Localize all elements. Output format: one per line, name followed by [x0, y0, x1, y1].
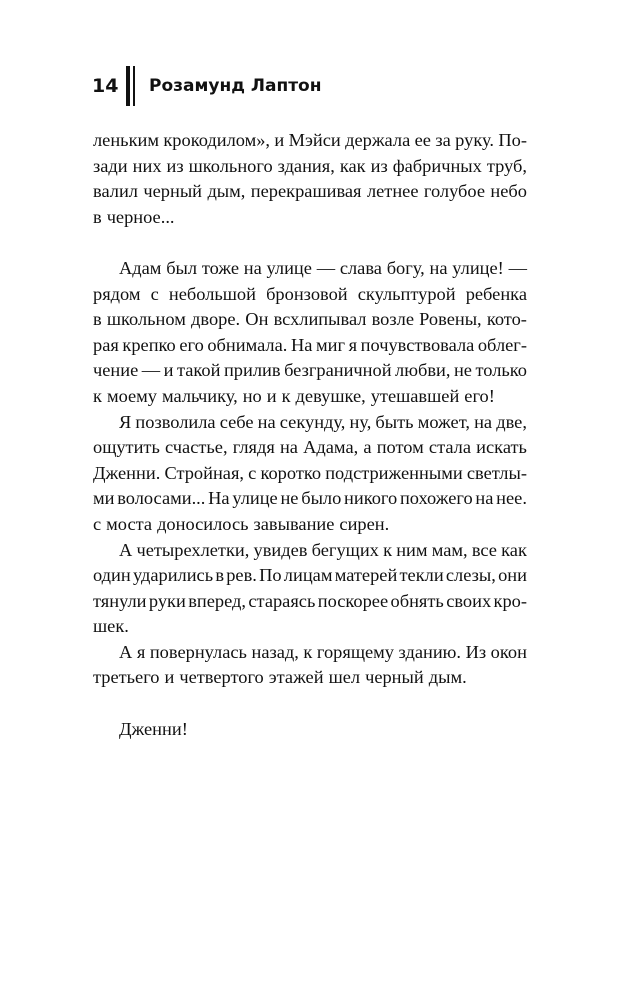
word: волосами...	[117, 488, 206, 509]
word: искать	[476, 437, 527, 458]
word: такой	[177, 360, 221, 381]
word: никого	[344, 488, 398, 509]
word: я	[348, 334, 358, 355]
word: и	[274, 130, 285, 150]
word: На	[290, 334, 313, 355]
word: рядом	[93, 283, 141, 304]
word: возле	[371, 309, 414, 330]
word: труб,	[486, 155, 527, 176]
word: черный	[365, 667, 424, 688]
word: утешавшей	[370, 385, 460, 406]
word: кро-	[493, 590, 527, 611]
text-line	[93, 282, 527, 308]
word: ну,	[349, 411, 372, 432]
word: зданию.	[398, 641, 462, 662]
word: ребенка	[465, 283, 527, 304]
word: А	[119, 539, 133, 560]
text-line	[93, 563, 527, 589]
page-header	[92, 66, 321, 106]
word: окон	[490, 641, 527, 662]
word: на	[475, 488, 494, 509]
text-line	[93, 154, 527, 180]
word: школьного	[188, 155, 273, 176]
word: голубое	[423, 181, 485, 202]
word: богу,	[386, 257, 425, 278]
word: школьном	[106, 309, 186, 330]
word: только	[475, 360, 527, 381]
page-number: 14	[92, 75, 119, 97]
word: моему	[106, 385, 157, 406]
word: повернулась	[149, 641, 247, 662]
word: на	[257, 411, 276, 432]
word: любви,	[395, 360, 451, 381]
word: своих	[446, 590, 492, 611]
word: кото-	[486, 309, 527, 330]
word: улице!	[452, 257, 504, 278]
word: небо	[490, 181, 527, 202]
header-divider	[126, 66, 135, 106]
word: стала	[428, 437, 472, 458]
word: как	[339, 155, 366, 176]
word: с	[248, 462, 257, 483]
text-line	[93, 205, 527, 231]
text-line	[93, 256, 527, 282]
text-line	[93, 717, 527, 743]
word: А	[119, 641, 133, 662]
word: с	[93, 513, 102, 534]
word: бегущих	[311, 539, 379, 560]
word: потом	[376, 437, 424, 458]
word: крепко	[122, 334, 176, 355]
word: дворе.	[191, 309, 241, 330]
word: тянули	[93, 590, 147, 611]
word: рая	[93, 334, 119, 355]
word: ударились	[132, 565, 214, 586]
word: Адама,	[303, 437, 359, 458]
word: фабричных	[392, 155, 482, 176]
word: четвертого	[179, 667, 264, 688]
word: миг	[315, 334, 346, 355]
word: из	[370, 155, 388, 176]
word: держала	[345, 130, 411, 150]
word: обнять	[390, 590, 444, 611]
word: —	[141, 360, 161, 381]
word: и	[266, 385, 277, 406]
text-line	[93, 435, 527, 461]
word: я	[136, 641, 146, 662]
word: зади	[93, 155, 128, 176]
word: почувствовала	[360, 334, 475, 355]
word: мальчику,	[162, 385, 238, 406]
word: в	[93, 309, 102, 330]
word: тоже	[201, 257, 240, 278]
word: но	[242, 385, 262, 406]
text-line	[93, 538, 527, 564]
word: улице	[232, 488, 278, 509]
word: шел	[328, 667, 361, 688]
word: безграничной	[284, 360, 392, 381]
word: коротко	[260, 462, 322, 483]
word: поскорее	[317, 590, 389, 611]
word: Адам	[119, 257, 162, 278]
word: себе	[219, 411, 254, 432]
word: валил	[93, 181, 138, 202]
text-line	[93, 614, 527, 640]
word: не	[453, 360, 472, 381]
word: черное...	[106, 206, 175, 227]
word: к	[303, 641, 313, 662]
running-head-author: Розамунд Лаптон	[149, 76, 322, 96]
word: горящему	[316, 641, 394, 662]
word: По	[259, 565, 282, 586]
word: был	[166, 257, 198, 278]
word: его	[179, 334, 204, 355]
text-line	[93, 589, 527, 615]
word: мам,	[431, 539, 468, 560]
word: к	[281, 385, 291, 406]
word: вперед,	[188, 590, 246, 611]
word: облег-	[477, 334, 527, 355]
text-line	[93, 358, 527, 384]
word: матерей	[334, 565, 398, 586]
word: как	[501, 539, 527, 560]
word: текли	[399, 565, 444, 586]
word: секунду,	[279, 411, 346, 432]
word: из	[166, 155, 184, 176]
text-line	[93, 384, 527, 410]
word: На	[208, 488, 230, 509]
word: прилив	[223, 360, 281, 381]
word: крокодилом»,	[163, 130, 271, 150]
word: с	[150, 283, 159, 304]
word: в	[93, 206, 102, 227]
word: здания,	[277, 155, 335, 176]
word: леньким	[93, 130, 159, 150]
word: шек.	[93, 616, 129, 637]
word: увидев	[253, 539, 308, 560]
word: ним	[396, 539, 428, 560]
word: Я	[119, 411, 132, 432]
word: светлы-	[466, 462, 527, 483]
text-line	[93, 333, 527, 359]
word: черный	[143, 181, 203, 202]
word: Стройная,	[164, 462, 245, 483]
word: в	[215, 565, 225, 586]
word: Мэйси	[288, 130, 341, 150]
word: похожего	[399, 488, 473, 509]
word: этажей	[268, 667, 324, 688]
word: —	[316, 257, 336, 278]
word: на	[243, 257, 262, 278]
word: ее	[414, 130, 431, 150]
word: Ровены,	[419, 309, 482, 330]
word: летнее	[366, 181, 419, 202]
word: на	[429, 257, 448, 278]
word: ми	[93, 488, 115, 509]
word: к	[93, 385, 102, 406]
word: моста	[106, 513, 153, 534]
word: быть	[375, 411, 414, 432]
word: один	[93, 565, 131, 586]
word: сирен.	[339, 513, 390, 534]
word: руку.	[455, 130, 494, 150]
word: они	[498, 565, 527, 586]
word: и	[163, 360, 174, 381]
word: его!	[464, 385, 495, 406]
text-line	[93, 512, 527, 538]
word: не	[280, 488, 299, 509]
word: рев.	[226, 565, 257, 586]
word: дым,	[207, 181, 246, 202]
word: руки	[148, 590, 186, 611]
word: девушке,	[295, 385, 366, 406]
word: —	[508, 257, 527, 278]
word: всхлипывал	[273, 309, 367, 330]
body-text	[93, 128, 527, 742]
word: а	[363, 437, 372, 458]
word: подстриженными	[325, 462, 463, 483]
word: лицам	[283, 565, 333, 586]
word: них	[132, 155, 162, 176]
word: все	[471, 539, 497, 560]
word: за	[435, 130, 451, 150]
text-line	[93, 410, 527, 436]
word: доносилось	[157, 513, 249, 534]
word: чение	[93, 360, 139, 381]
word: Из	[465, 641, 487, 662]
word: бронзовой	[266, 283, 348, 304]
word: Он	[245, 309, 269, 330]
word: скульптурой	[357, 283, 456, 304]
word: нее.	[496, 488, 527, 509]
word: По-	[498, 130, 527, 150]
word: перекрашивая	[250, 181, 362, 202]
text-line	[93, 486, 527, 512]
word: к	[383, 539, 392, 560]
word: стараясь	[248, 590, 316, 611]
word: небольшой	[168, 283, 256, 304]
word: слава	[339, 257, 382, 278]
word: улице	[266, 257, 312, 278]
word: на	[279, 437, 298, 458]
word: дым.	[428, 667, 467, 688]
word: и	[164, 667, 175, 688]
word: завывание	[253, 513, 335, 534]
text-line	[93, 665, 527, 691]
word: Дженни.	[93, 462, 161, 483]
paragraph-gap	[93, 230, 527, 256]
word: может,	[417, 411, 470, 432]
word: обнимала.	[207, 334, 288, 355]
text-line	[93, 461, 527, 487]
word: третьего	[93, 667, 160, 688]
word: Дженни!	[119, 718, 188, 739]
word: позволила	[135, 411, 216, 432]
word: глядя	[232, 437, 275, 458]
word: счастье,	[165, 437, 228, 458]
text-line	[93, 307, 527, 333]
text-line	[93, 640, 527, 666]
text-line	[93, 128, 527, 154]
word: назад,	[251, 641, 299, 662]
word: четырехлетки,	[136, 539, 250, 560]
word: две,	[496, 411, 527, 432]
word: на	[474, 411, 493, 432]
text-line	[93, 179, 527, 205]
word: слезы,	[445, 565, 496, 586]
word: ощутить	[93, 437, 160, 458]
paragraph-gap	[93, 691, 527, 717]
word: было	[301, 488, 342, 509]
